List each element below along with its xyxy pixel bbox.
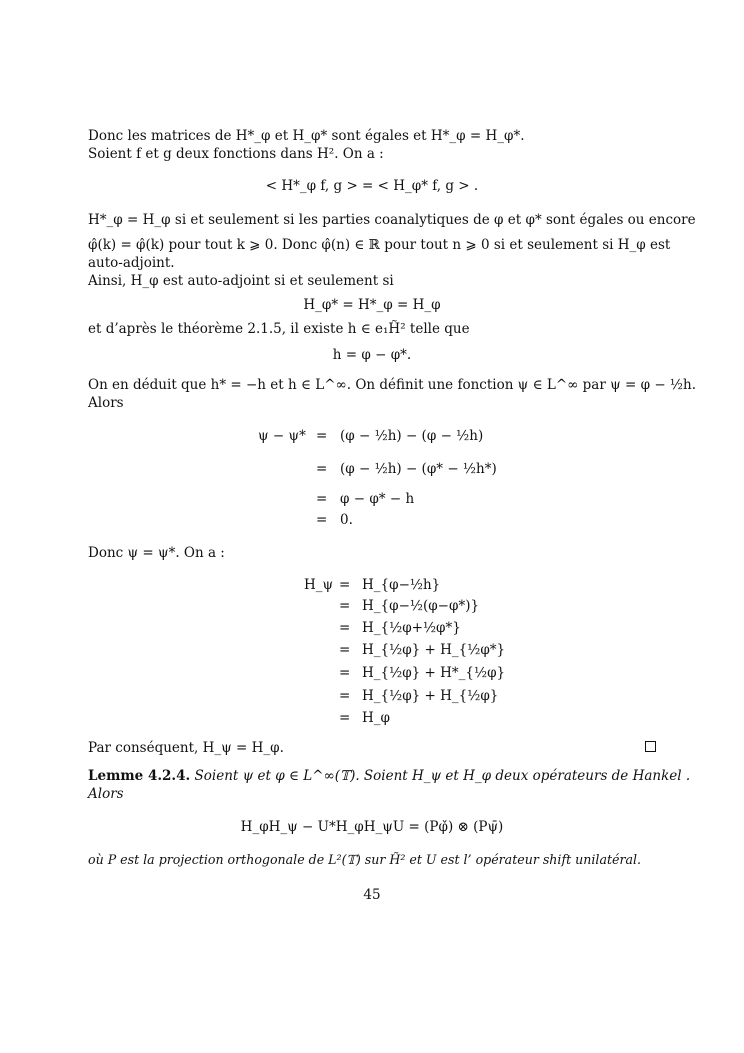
align2-row: H_{φ−½h} (362, 577, 441, 593)
align1-eq-sign: = (316, 461, 328, 477)
lemma-label: Lemme 4.2.4. (88, 768, 191, 784)
align2-eq-sign: = (339, 598, 351, 614)
align1-row: (φ − ½h) − (φ − ½h) (340, 428, 484, 444)
align1-row: φ − φ* − h (340, 491, 415, 507)
align1-eq-sign: = (316, 512, 328, 528)
lemma-formula: H_φH_ψ − U*H_φH_ψU = (Pφ̌) ⊗ (Pψ̄) (240, 819, 504, 835)
align2-lhs: H_ψ (304, 577, 334, 593)
text-line-4: φ̂(k) = φ̂(k) pour tout k ⩾ 0. Donc φ̂(n) ∈ ℝ pour tout n ⩾ 0 si et seulement si H_φ est (88, 237, 671, 253)
text-line-11: Par conséquent, H_ψ = H_φ. (88, 740, 284, 756)
align2-row: H_{φ−½(φ−φ*)} (362, 598, 480, 614)
text-line-2: Soient f et g deux fonctions dans H². On a : (88, 146, 384, 162)
text-line-5: auto-adjoint. (88, 255, 175, 271)
equation-inner-product: < H*_φ f, g > = < H_φ* f, g > . (265, 178, 479, 194)
align1-lhs: ψ − ψ* (258, 428, 306, 444)
align2-eq-sign: = (339, 688, 351, 704)
text-line-9: Alors (88, 395, 124, 411)
align2-eq-sign: = (339, 620, 351, 636)
align2-row: H_{½φ} + H*_{½φ} (362, 665, 506, 681)
text-line-8: On en déduit que h* = −h et h ∈ L^∞. On définit une fonction ψ ∈ L^∞ par ψ = φ − ½h. (88, 377, 696, 393)
align2-row: H_φ (362, 710, 390, 726)
align2-row: H_{½φ} + H_{½φ*} (362, 642, 506, 658)
align2-eq-sign: = (339, 710, 351, 726)
text-line-7: et d’après le théorème 2.1.5, il existe h ∈ e₁H̃² telle que (88, 321, 470, 337)
align2-eq-sign: = (339, 665, 351, 681)
equation-h-definition: h = φ − φ*. (332, 347, 412, 363)
text-line-1: Donc les matrices de H*_φ et H_φ* sont égales et H*_φ = H_φ*. (88, 128, 525, 144)
align2-row: H_{½φ+½φ*} (362, 620, 461, 636)
align2-eq-sign: = (339, 642, 351, 658)
lemma-tail: où P est la projection orthogonale de L²(𝕋) sur H̃² et U est l’ opérateur shift unilatéral. (88, 852, 642, 867)
align1-row: (φ − ½h) − (φ* − ½h*) (340, 461, 497, 477)
lemma-alors: Alors (88, 786, 124, 802)
align2-eq-sign: = (339, 577, 351, 593)
align1-eq-sign: = (316, 428, 328, 444)
align2-row: H_{½φ} + H_{½φ} (362, 688, 499, 704)
align1-row: 0. (340, 512, 353, 528)
lemma-heading-line (88, 767, 690, 785)
equation-self-adjoint: H_φ* = H*_φ = H_φ (303, 297, 441, 313)
text-line-10: Donc ψ = ψ*. On a : (88, 545, 225, 561)
lemma-statement: Soient ψ et φ ∈ L^∞(𝕋). Soient H_ψ et H_φ deux opérateurs de Hankel . (194, 768, 691, 784)
align1-eq-sign: = (316, 491, 328, 507)
page-number: 45 (363, 887, 381, 903)
text-line-3: H*_φ = H_φ si et seulement si les parties coanalytiques de φ et φ* sont égales ou encore (88, 212, 696, 228)
text-line-6: Ainsi, H_φ est auto-adjoint si et seulement si (88, 273, 394, 289)
qed-square-icon (645, 741, 656, 752)
